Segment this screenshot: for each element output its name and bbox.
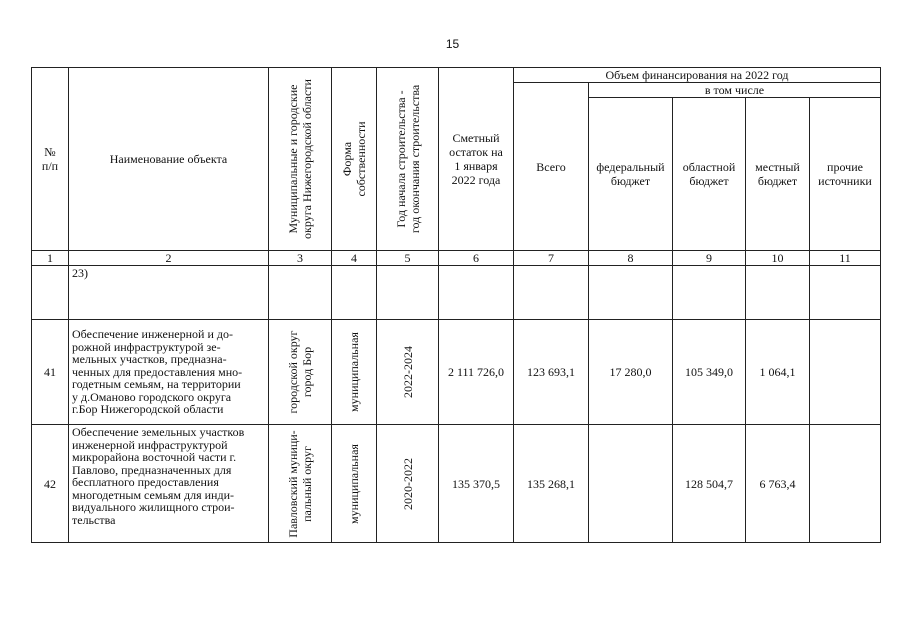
- column-number: 9: [673, 251, 746, 266]
- row-other: [810, 320, 881, 425]
- table-cell: [377, 266, 439, 320]
- table-cell: [810, 266, 881, 320]
- row-local: 6 763,4: [746, 425, 810, 543]
- header-local: местный бюджет: [746, 98, 810, 251]
- column-number: 7: [514, 251, 589, 266]
- header-federal: федеральный бюджет: [589, 98, 673, 251]
- row-municipality: [269, 425, 332, 543]
- row-federal: 17 280,0: [589, 320, 673, 425]
- row-years-text: 2022-2024: [400, 346, 415, 398]
- row-ownership-text: муниципальная: [347, 443, 361, 524]
- header-row-1: [32, 68, 881, 83]
- row-municipality-text: Павловский муници- пальный округ: [286, 429, 314, 538]
- page-number: 15: [445, 37, 460, 51]
- row-local: 1 064,1: [746, 320, 810, 425]
- table-cell: [746, 266, 810, 320]
- header-total: Всего: [514, 83, 589, 251]
- header-ownership: [332, 68, 377, 251]
- row-balance: 135 370,5: [439, 425, 514, 543]
- column-number: 6: [439, 251, 514, 266]
- row-years-text: 2020-2022: [400, 457, 415, 510]
- column-number: 4: [332, 251, 377, 266]
- row-name: Обеспечение инженерной и до- рожной инфраструктурой зе- мельных участков, предназна- ченных для предоставления мно- годетным семьям, на территории у д.Оманово городского округа г.Бор Нижегородской области: [69, 320, 269, 425]
- row-ownership: [332, 320, 377, 425]
- continuation-text: 23): [69, 266, 269, 320]
- row-regional: 128 504,7: [673, 425, 746, 543]
- header-funding-group: Объем финансирования на 2022 год: [514, 68, 881, 83]
- column-number: 1: [32, 251, 69, 266]
- row-federal: [589, 425, 673, 543]
- continuation-row: [32, 266, 881, 320]
- table-cell: [439, 266, 514, 320]
- header-municipality: [269, 68, 332, 251]
- financing-table: [31, 67, 881, 543]
- row-name: Обеспечение земельных участков инженерной инфраструктурой микрорайона восточной части г. Павлово, предназначенных для бесплатного предоставления многодетным семьям для инди- видуального жилищного строи- тельства: [69, 425, 269, 543]
- row-num: 41: [32, 320, 69, 425]
- row-regional: 105 349,0: [673, 320, 746, 425]
- row-ownership-text: муниципальная: [347, 332, 361, 412]
- row-total: 135 268,1: [514, 425, 589, 543]
- header-ownership-text: Форма собственности: [340, 121, 368, 197]
- row-years: [377, 320, 439, 425]
- column-numbers-row: [32, 251, 881, 266]
- row-num: 42: [32, 425, 69, 543]
- column-number: 8: [589, 251, 673, 266]
- table-cell: [673, 266, 746, 320]
- column-number: 5: [377, 251, 439, 266]
- table-cell: [589, 266, 673, 320]
- column-number: 10: [746, 251, 810, 266]
- header-years: [377, 68, 439, 251]
- header-including: в том числе: [589, 83, 881, 98]
- column-number: 3: [269, 251, 332, 266]
- table-cell: [514, 266, 589, 320]
- table-row: [32, 425, 881, 543]
- header-name: Наименование объекта: [69, 68, 269, 251]
- column-number: 2: [69, 251, 269, 266]
- row-balance: 2 111 726,0: [439, 320, 514, 425]
- row-ownership: [332, 425, 377, 543]
- row-other: [810, 425, 881, 543]
- row-total: 123 693,1: [514, 320, 589, 425]
- row-years: [377, 425, 439, 543]
- table-cell: [269, 266, 332, 320]
- header-other: прочие источники: [810, 98, 881, 251]
- header-years-text: Год начала строительства - год окончания строительства: [393, 84, 422, 234]
- row-municipality-text: городской округ город Бор: [286, 330, 314, 414]
- table-row: [32, 320, 881, 425]
- header-balance: Сметный остаток на 1 января 2022 года: [439, 68, 514, 251]
- header-num: № п/п: [32, 68, 69, 251]
- row-municipality: [269, 320, 332, 425]
- table-cell: [32, 266, 69, 320]
- header-municipality-text: Муниципальные и городские округа Нижегородской области: [286, 79, 314, 239]
- header-regional: областной бюджет: [673, 98, 746, 251]
- column-number: 11: [810, 251, 881, 266]
- table-cell: [332, 266, 377, 320]
